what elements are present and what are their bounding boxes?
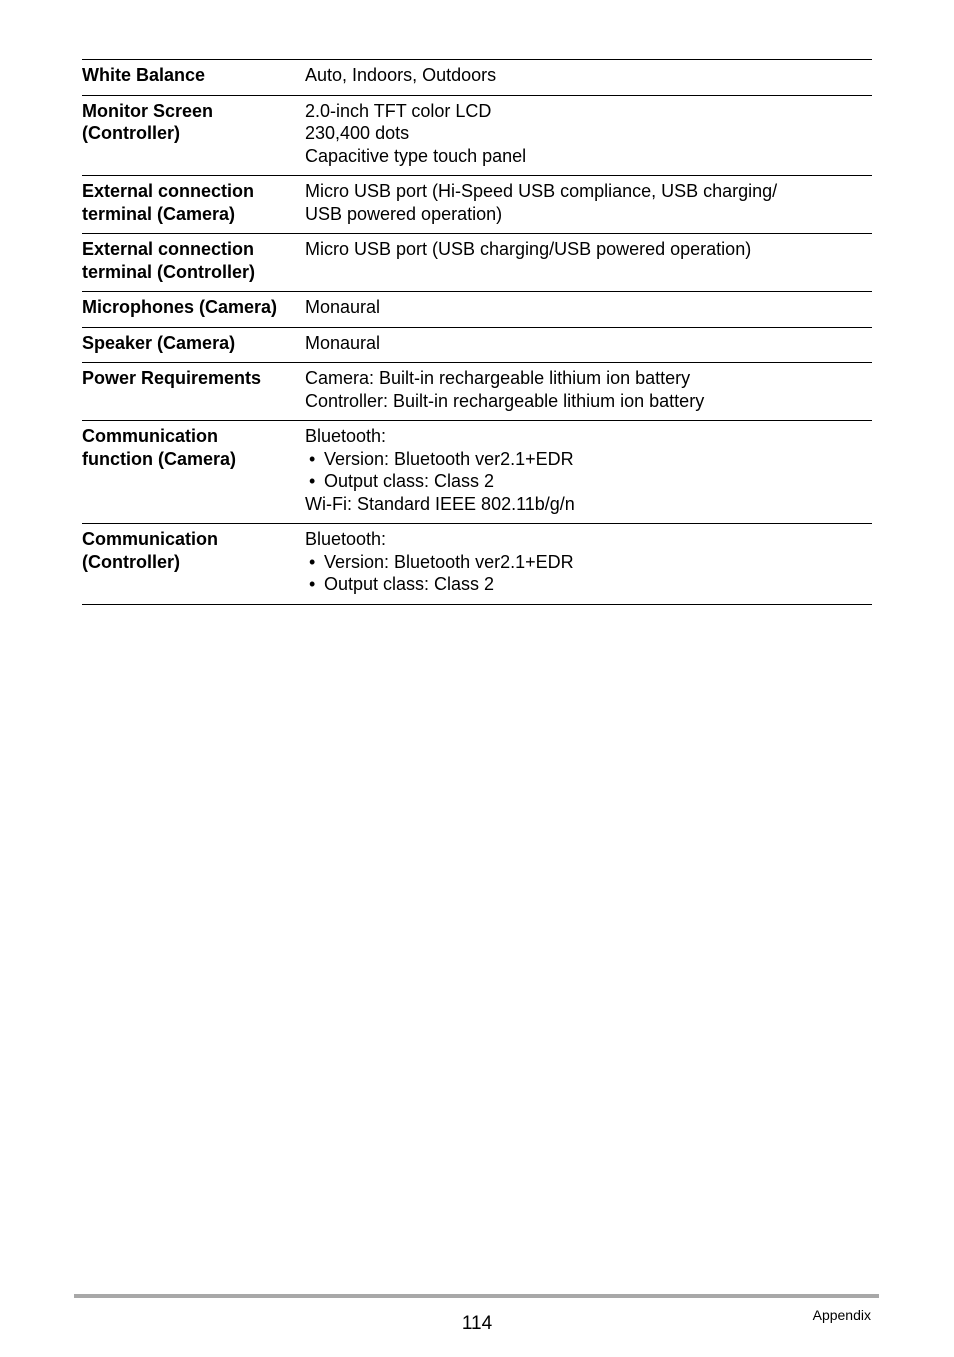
bullet-icon: • (309, 448, 316, 469)
spec-value (305, 234, 872, 292)
spec-value (305, 524, 872, 605)
spec-value (305, 176, 872, 234)
spec-value-line: Auto, Indoors, Outdoors (305, 65, 497, 85)
bullet-icon: • (309, 574, 316, 594)
spec-label: External connection terminal (Camera) (82, 181, 255, 224)
spec-value-line: Bluetooth: (305, 529, 387, 549)
spec-row-external-connection-controller (82, 234, 872, 292)
spec-value (305, 60, 872, 96)
bullet-text: Output class: Class 2 (324, 471, 495, 491)
spec-value-line: Micro USB port (Hi-Speed USB compliance, USB charging/ (305, 181, 778, 201)
spec-value-line: 2.0-inch TFT color LCD (305, 100, 492, 121)
spec-label: Speaker (Camera) (82, 332, 236, 353)
spec-value-line: Camera: Built-in rechargeable lithium ion battery (305, 368, 691, 388)
spec-value (305, 363, 872, 421)
spec-value (305, 421, 872, 524)
spec-label: Microphones (Camera) (82, 297, 278, 317)
spec-row-power-requirements (82, 363, 872, 421)
bullet-item (305, 470, 872, 493)
spec-value (305, 327, 872, 363)
page-number: 114 (461, 1313, 493, 1334)
spec-label: White Balance (82, 65, 206, 85)
spec-value (305, 95, 872, 176)
spec-value-line: Bluetooth: (305, 426, 387, 446)
spec-row-communication-controller (82, 524, 872, 605)
spec-value-line: Controller: Built-in rechargeable lithium ion battery (305, 390, 705, 411)
spec-row-microphones (82, 292, 872, 328)
spec-label: Communication function (Camera) (82, 426, 237, 469)
spec-row-external-connection-camera (82, 176, 872, 234)
spec-row-white-balance (82, 60, 872, 96)
spec-value-line: USB powered operation) (305, 203, 503, 224)
spec-value-line: Monaural (305, 297, 381, 317)
bullet-text: Output class: Class 2 (324, 574, 495, 594)
spec-value-line: Monaural (305, 332, 381, 353)
bullet-item (305, 448, 872, 471)
spec-value-line: 230,400 dots (305, 123, 410, 143)
spec-row-communication-camera (82, 421, 872, 524)
specifications-table (82, 59, 872, 605)
spec-value (305, 292, 872, 328)
bullet-item (305, 573, 872, 596)
spec-row-speaker (82, 327, 872, 363)
bullet-text: Version: Bluetooth ver2.1+EDR (324, 448, 574, 469)
bullet-icon: • (309, 551, 316, 572)
spec-label: Power Requirements (82, 368, 262, 388)
spec-value-line: Micro USB port (USB charging/USB powered operation) (305, 239, 752, 259)
spec-label: Monitor Screen (Controller) (82, 100, 214, 143)
spec-label: Communication (Controller) (82, 529, 219, 572)
spec-value-line: Capacitive type touch panel (305, 145, 527, 166)
spec-row-monitor-screen (82, 95, 872, 176)
spec-label: External connection terminal (Controller) (82, 239, 256, 282)
footer-divider (74, 1294, 879, 1298)
spec-value-line: Wi-Fi: Standard IEEE 802.11b/g/n (305, 493, 575, 514)
bullet-text: Version: Bluetooth ver2.1+EDR (324, 551, 574, 572)
bullet-icon: • (309, 471, 316, 491)
bullet-item (305, 551, 872, 574)
footer-section-name: Appendix (812, 1307, 871, 1323)
